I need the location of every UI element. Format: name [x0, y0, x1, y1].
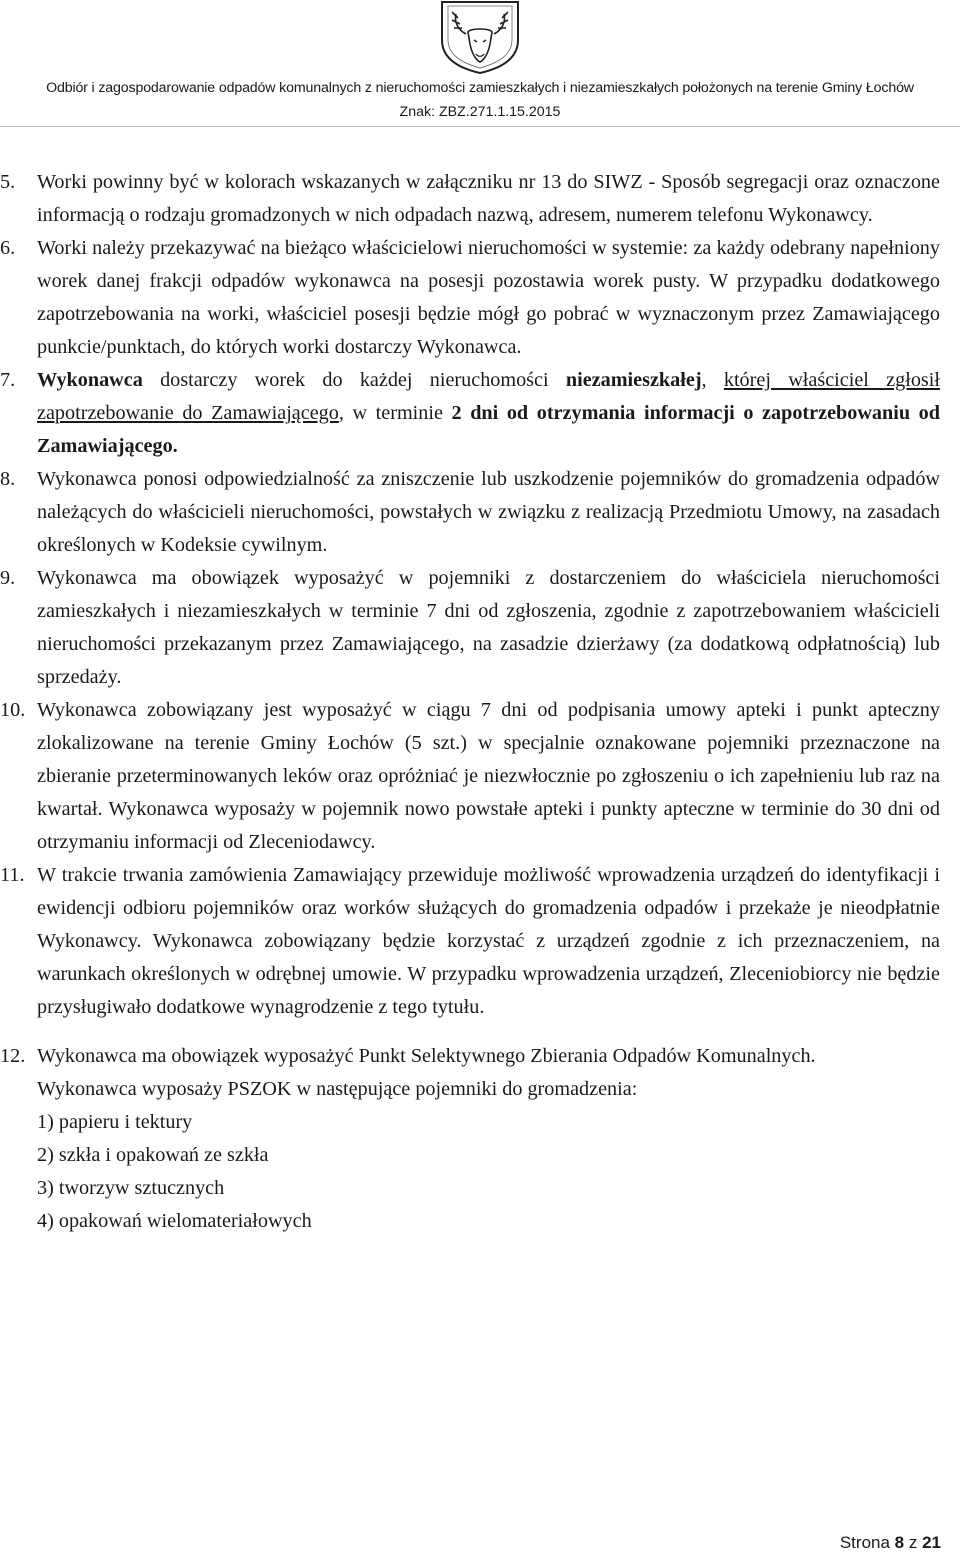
item-number: 8. — [0, 468, 16, 490]
container-list-item: 1) papieru i tektury — [37, 1111, 193, 1133]
spacer — [0, 1024, 940, 1040]
item-text: W trakcie trwania zamówienia Zamawiający przewiduje możliwość wprowadzenia urządzeń do identyfikacji i ewidencji odbioru pojemników oraz worków służących do gromadzenia odpadów i przekaże je nieodpłatnie Wykonawcy. Wykonawca zobowiązany będzie korzystać z urządzeń zgodnie z ich przeznaczeniem, na warunkach określonych w odrębnej umowie. W przypadku wprowadzenia urządzeń, Zleceniobiorcy nie będzie przysługiwało dodatkowe wynagrodzenie z tego tytułu. — [37, 864, 940, 1018]
municipality-crest-icon — [436, 0, 524, 74]
list-item — [0, 562, 940, 694]
page-separator: z — [904, 1533, 923, 1552]
item-text-underlined: której właściciel zgłosił zapotrzebowanie do Zamawiającego — [37, 369, 941, 424]
list-item — [0, 694, 940, 859]
item-number: 11. — [0, 864, 25, 886]
list-item — [0, 364, 940, 463]
list-item — [0, 859, 940, 1024]
item-text: , w terminie — [338, 402, 452, 424]
document-reference-number: Znak: ZBZ.271.1.15.2015 — [399, 104, 561, 120]
item-number: 12. — [0, 1045, 26, 1067]
item-text: , — [701, 369, 724, 391]
item-text: Wykonawca ma obowiązek wyposażyć Punkt Selektywnego Zbierania Odpadów Komunalnych. — [37, 1045, 816, 1067]
page-prefix: Strona — [839, 1533, 895, 1552]
list-item — [0, 232, 940, 364]
header-divider — [0, 126, 960, 127]
item-number: 6. — [0, 237, 16, 259]
container-list-item: 2) szkła i opakowań ze szkła — [37, 1144, 269, 1166]
list-item — [0, 1040, 940, 1238]
pszok-intro: Wykonawca wyposaży PSZOK w następujące pojemniki do gromadzenia: — [37, 1078, 638, 1100]
list-item — [0, 463, 940, 562]
item-text: dostarczy worek do każdej nieruchomości — [142, 369, 566, 391]
container-list-item: 4) opakowań wielomateriałowych — [37, 1210, 312, 1232]
current-page: 8 — [894, 1533, 905, 1552]
item-text: Worki powinny być w kolorach wskazanych w załączniku nr 13 do SIWZ - Sposób segregacji oraz oznaczone informacją o rodzaju gromadzonych w nich odpadach nazwą, adresem, numerem telefonu Wykonawcy. — [37, 171, 940, 226]
item-number: 5. — [0, 171, 16, 193]
item-text: Wykonawca ponosi odpowiedzialność za zniszczenie lub uszkodzenie pojemników do gromadzenia odpadów należących do właścicieli nieruchomości, powstałych w związku z realizacją Przedmiotu Umowy, na zasadach określonych w Kodeksie cywilnym. — [37, 468, 940, 556]
document-title: Odbiór i zagospodarowanie odpadów komunalnych z nieruchomości zamieszkałych i niezamieszkałych położonych na terenie Gminy Łochów — [46, 80, 914, 96]
item-text: Worki należy przekazywać na bieżąco właścicielowi nieruchomości w systemie: za każdy odebrany napełniony worek danej frakcji odpadów wykonawca na posesji pozostawia worek pusty. W przypadku dodatkowego zapotrzebowania na worki, właściciel posesji będzie mógł go pobrać w wyznaczonym przez Zamawiającego punkcie/punktach, do których worki dostarczy Wykonawca. — [37, 237, 940, 358]
page-number — [840, 1533, 941, 1553]
item-text-bold: Wykonawca — [37, 369, 143, 391]
item-text-bold: 2 dni od otrzymania informacji o zapotrzebowaniu od Zamawiającego. — [37, 402, 940, 457]
item-text: Wykonawca ma obowiązek wyposażyć w pojemniki z dostarczeniem do właściciela nieruchomości zamieszkałych i niezamieszkałych w terminie 7 dni od zgłoszenia, zgodnie z zapotrzebowaniem właścicieli nieruchomości przekazanym przez Zamawiającego, na zasadzie dzierżawy (za dodatkową odpłatnością) lub sprzedaży. — [37, 567, 940, 688]
item-text: Wykonawca zobowiązany jest wyposażyć w ciągu 7 dni od podpisania umowy apteki i punkt apteczny zlokalizowane na terenie Gminy Łochów (5 szt.) w specjalnie oznakowane pojemniki przeznaczone na zbieranie przeterminowanych leków oraz opróżniać je niezwłocznie po zgłoszeniu o ich zapełnieniu lub raz na kwartał. Wykonawca wyposaży w pojemnik nowo powstałe apteki i punkty apteczne w terminie do 30 dni od otrzymaniu informacji od Zleceniodawcy. — [37, 699, 940, 853]
requirements-list — [0, 166, 940, 1238]
item-text-bold: niezamieszkałej — [565, 369, 702, 391]
list-item — [0, 166, 940, 232]
item-number: 7. — [0, 369, 16, 391]
total-pages: 21 — [922, 1533, 941, 1552]
item-number: 9. — [0, 567, 16, 589]
container-list-item: 3) tworzyw sztucznych — [37, 1177, 225, 1199]
item-number: 10. — [0, 699, 26, 721]
